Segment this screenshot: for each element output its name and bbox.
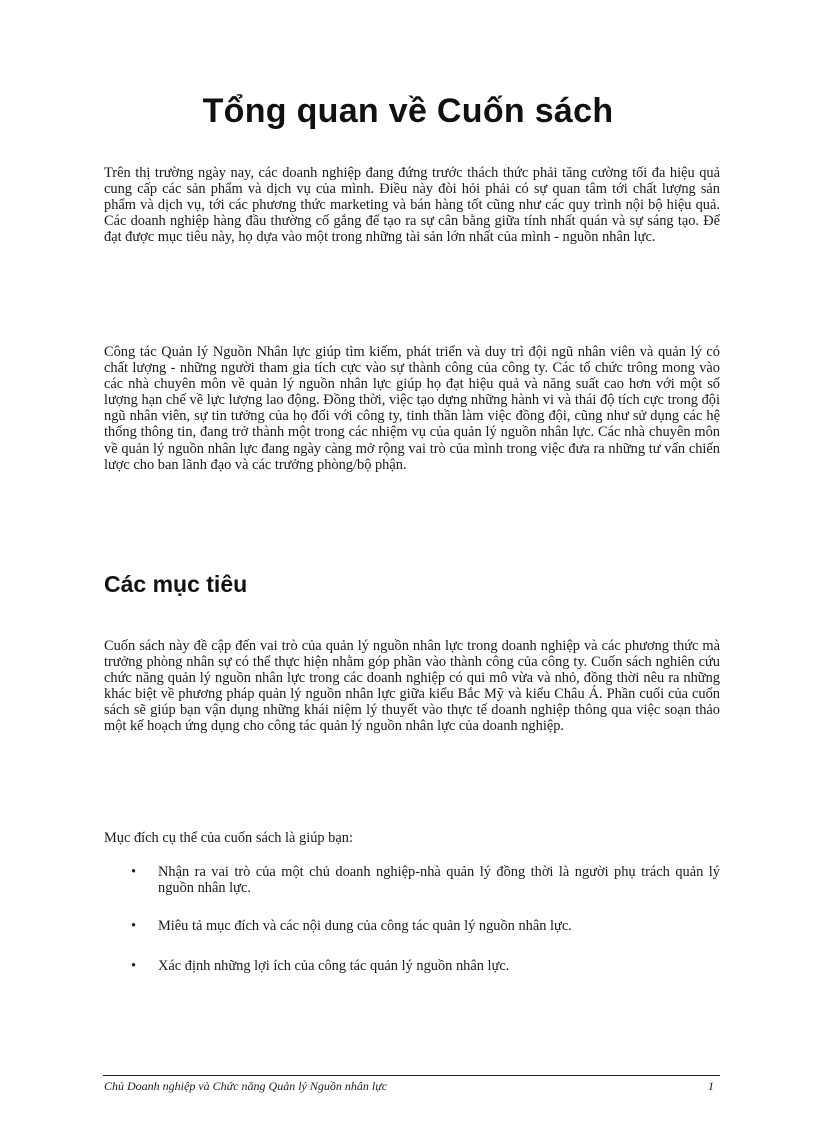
intro-paragraph-2: Công tác Quản lý Nguồn Nhân lực giúp tìm kiếm, phát triển và duy trì đội ngũ nhân viên và quản lý có chất lượng - những người tham gia tích cực vào sự thành công của công ty. Các tổ chức trông mong vào các nhà chuyên môn về quản lý nguồn nhân lực giúp họ đạt hiệu quả và năng suất cao hơn với một số lượng hạn chế về lực lượng lao động. Đồng thời, việc tạo dựng những hành vi và thái độ tích cực trong đội ngũ nhân viên, sự tin tưởng của họ đối với công ty, tinh thần làm việc đồng đội, cũng như sử dụng các hệ thống thông tin, đang trở thành một trong các nhiệm vụ của quản lý nguồn nhân lực. Các nhà chuyên môn về quản lý nguồn nhân lực đang ngày càng mở rộng vai trò của mình trong việc đưa ra những tư vấn chiến lược cho ban lãnh đạo và các trưởng phòng/bộ phận.	[104, 344, 720, 473]
bullet-icon: •	[131, 864, 137, 880]
objectives-bullet-list	[104, 864, 720, 996]
list-item-text: Xác định những lợi ích của công tác quản lý nguồn nhân lực.	[158, 958, 510, 975]
bullet-icon: •	[131, 918, 137, 935]
list-item-text: Nhận ra vai trò của một chủ doanh nghiệp-nhà quản lý đồng thời là người phụ trách quản lý nguồn nhân lực.	[158, 864, 720, 897]
objectives-list-intro: Mục đích cụ thể của cuốn sách là giúp bạn:	[104, 830, 353, 846]
section-heading-objectives: Các mục tiêu	[104, 571, 248, 597]
objectives-paragraph: Cuốn sách này đề cập đến vai trò của quản lý nguồn nhân lực trong doanh nghiệp và các phương thức mà trưởng phòng nhân sự có thể thực hiện nhằm góp phần vào thành công của công ty. Cuốn sách nghiên cứu chức năng quản lý nguồn nhân lực trong các doanh nghiệp có qui mô vừa và nhỏ, đồng thời nêu ra những khác biệt về phương pháp quản lý nguồn nhân lực giữa kiểu Bắc Mỹ và kiểu Châu Á. Phần cuối của cuốn sách sẽ giúp bạn vận dụng những khái niệm lý thuyết vào thực tế doanh nghiệp thông qua việc soạn thảo một kế hoạch ứng dụng cho công tác quản lý nguồn nhân lực của doanh nghiệp.	[104, 638, 720, 735]
page-number: 1	[708, 1079, 714, 1093]
footer-divider	[103, 1075, 720, 1076]
bullet-icon: •	[131, 958, 137, 975]
intro-paragraph-1: Trên thị trường ngày nay, các doanh nghiệp đang đứng trước thách thức phải tăng cường tối đa hiệu quả cung cấp các sản phẩm và dịch vụ của mình. Điều này đòi hỏi phải có sự quan tâm tới chất lượng sản phẩm và dịch vụ, tới các phương thức marketing và bán hàng tốt cũng như các quy trình nội bộ hiệu quả. Các doanh nghiệp hàng đầu thường cố gắng để tạo ra sự cân bằng giữa tính nhất quán và sự sáng tạo. Để đạt được mục tiêu này, họ dựa vào một trong những tài sản lớn nhất của mình - nguồn nhân lực.	[104, 165, 720, 246]
list-item	[104, 958, 720, 974]
footer-running-title: Chủ Doanh nghiệp và Chức năng Quản lý Nguồn nhân lực	[104, 1079, 388, 1093]
list-item	[104, 864, 720, 896]
list-item	[104, 918, 720, 934]
list-item-text: Miêu tả mục đích và các nội dung của công tác quản lý nguồn nhân lực.	[158, 918, 572, 935]
page-title: Tổng quan về Cuốn sách	[202, 92, 614, 130]
